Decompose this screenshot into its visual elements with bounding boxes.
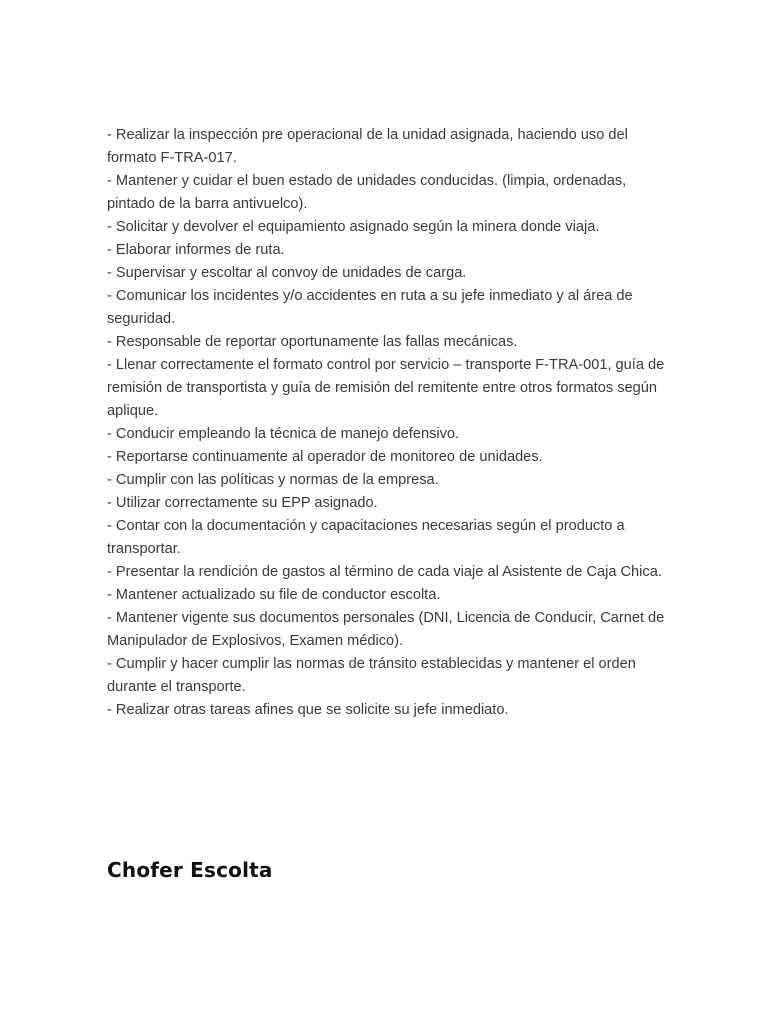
duty-item: - Comunicar los incidentes y/o accidentes en ruta a su jefe inmediato y al área de seguridad.	[107, 288, 633, 327]
duty-item: - Presentar la rendición de gastos al término de cada viaje al Asistente de Caja Chica.	[107, 564, 662, 580]
duty-item: - Solicitar y devolver el equipamiento asignado según la minera donde viaja.	[107, 219, 600, 235]
duty-item: - Llenar correctamente el formato control por servicio – transporte F-TRA-001, guía de remisión de transportista y guía de remisión del remitente entre otros formatos según aplique.	[107, 357, 665, 419]
duty-item: - Utilizar correctamente su EPP asignado.	[107, 495, 378, 511]
duty-item: - Contar con la documentación y capacitaciones necesarias según el producto a transportar.	[107, 518, 625, 557]
duty-item: - Responsable de reportar oportunamente las fallas mecánicas.	[107, 334, 518, 350]
duty-item: - Realizar la inspección pre operacional de la unidad asignada, haciendo uso del formato F-TRA-017.	[107, 127, 628, 166]
duty-item: - Elaborar informes de ruta.	[107, 242, 285, 258]
duty-item: - Mantener y cuidar el buen estado de unidades conducidas. (limpia, ordenadas, pintado de la barra antivuelco).	[107, 173, 627, 212]
duty-item: - Mantener actualizado su file de conductor escolta.	[107, 587, 441, 603]
duty-item: - Cumplir con las políticas y normas de la empresa.	[107, 472, 439, 488]
section-heading: Chofer Escolta	[107, 858, 273, 882]
duty-item: - Cumplir y hacer cumplir las normas de tránsito establecidas y mantener el orden durante el transporte.	[107, 656, 636, 695]
duty-item: - Reportarse continuamente al operador de monitoreo de unidades.	[107, 449, 543, 465]
duty-item: - Supervisar y escoltar al convoy de unidades de carga.	[107, 265, 467, 281]
duty-item: - Mantener vigente sus documentos personales (DNI, Licencia de Conducir, Carnet de Manipulador de Explosivos, Examen médico).	[107, 610, 665, 649]
duty-item: - Realizar otras tareas afines que se solicite su jefe inmediato.	[107, 702, 509, 718]
duties-list	[107, 124, 667, 722]
duty-item: - Conducir empleando la técnica de manejo defensivo.	[107, 426, 460, 442]
